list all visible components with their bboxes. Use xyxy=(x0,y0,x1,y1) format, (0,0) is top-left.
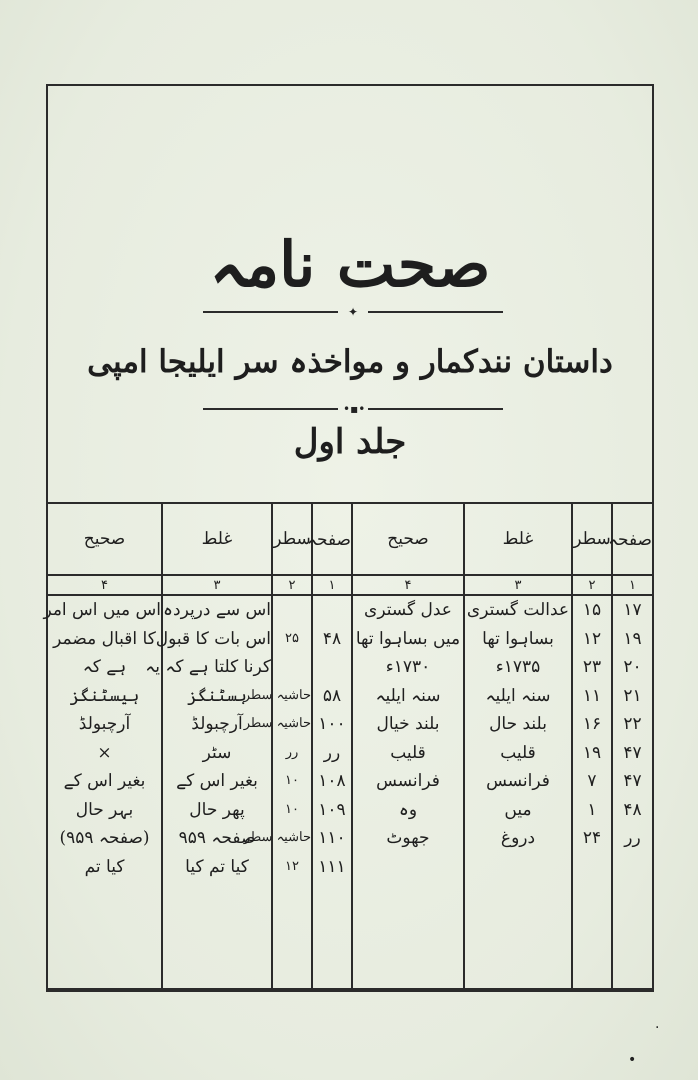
table-cell-entry: ۴۸ xyxy=(322,628,342,649)
table-cell-entry: ۲۴ xyxy=(582,828,602,848)
table-cell-entry: ۲۱ xyxy=(623,685,642,706)
table-cell-entry: اس میں اس امر xyxy=(43,600,161,620)
table-cell-entry: ۱۰۸ xyxy=(318,771,346,791)
column-number: ۱ xyxy=(612,575,652,595)
table-cell-entry: بلند حال xyxy=(489,714,547,734)
header-correct: صحیح xyxy=(48,503,162,575)
table-cell-entry: ۱۹ xyxy=(582,742,602,763)
table-cell-entry: وہ xyxy=(398,799,418,820)
table-cell-entry: ۱۰۹ xyxy=(318,799,346,820)
table-cell-entry: میں بساہوا تھا xyxy=(355,628,461,649)
table-cell-entry: قلیب xyxy=(390,742,426,763)
table-cell-entry xyxy=(313,653,351,682)
table-cell-entry: ۱۷۳۵ء xyxy=(495,657,541,677)
table-header-row xyxy=(48,503,652,575)
table-cell-entry: ۲۰ xyxy=(623,657,642,677)
table-cell-entry: ۱۱ xyxy=(582,685,602,706)
table-cell-entry: ۱۲ xyxy=(285,858,299,874)
right-pages-column xyxy=(612,595,652,989)
errata-frame xyxy=(43,84,654,992)
table-cell-entry: جھوٹ xyxy=(386,828,430,848)
table-cell-entry: ہسٹنگز xyxy=(187,685,247,706)
table-cell-entry: ۲۲ xyxy=(623,714,642,734)
table-cell-entry: صفحہ ۹۵۹ xyxy=(178,828,256,848)
table-cell-entry: آرچبولڈ xyxy=(191,714,243,734)
table-cell-entry: ۱۰۰ xyxy=(318,714,346,734)
table-cell-entry: ۱۰ xyxy=(285,773,299,788)
table-cell-entry: ۴۷ xyxy=(623,742,642,763)
right-correct-column xyxy=(352,595,464,989)
table-cell-entry: بساہوا تھا xyxy=(482,628,554,649)
table-cell-entry: بغیر اس کے xyxy=(63,771,146,791)
column-number: ۴ xyxy=(352,575,464,595)
table-cell-entry: سنہ ایلیہ xyxy=(485,685,551,706)
header-line: سطر xyxy=(572,503,612,575)
table-cell-entry: ۷ xyxy=(587,771,597,791)
table-body-row xyxy=(48,595,652,989)
column-number: ۳ xyxy=(162,575,272,595)
table-cell-entry: ۲۵ xyxy=(285,630,299,646)
table-cell-entry: ۱۶ xyxy=(582,714,602,734)
page-title: صحت نامہ xyxy=(209,228,491,301)
header-wrong: غلط xyxy=(464,503,572,575)
table-cell-entry: ۴۸ xyxy=(623,799,642,820)
right-wrong-column xyxy=(464,595,572,989)
table-cell-entry: ۱۱۱ xyxy=(318,856,346,877)
table-cell-entry: قلیب xyxy=(500,742,536,763)
table-cell-entry: میں xyxy=(504,799,532,820)
column-number: ۴ xyxy=(48,575,162,595)
table-cell-entry: حاشیہ سطر xyxy=(243,830,311,845)
table-cell-entry: فرانسس xyxy=(376,771,440,791)
column-number: ۳ xyxy=(464,575,572,595)
volume-label: جلد اول xyxy=(293,422,407,462)
table-cell-entry: سٹر xyxy=(202,742,232,763)
left-lines-column xyxy=(243,595,312,989)
header-wrong: غلط xyxy=(162,503,272,575)
table-cell-entry: ۱۹ xyxy=(623,628,642,649)
column-number: ۲ xyxy=(272,575,312,595)
table-cell-entry xyxy=(273,596,311,625)
table-cell-entry: ۲۳ xyxy=(582,657,602,677)
table-cell-entry: رر xyxy=(624,828,641,848)
table-cell-entry: رر xyxy=(285,744,299,760)
table-cell-entry: ۱۵ xyxy=(582,600,602,620)
title-ornament: ✦ xyxy=(203,305,503,319)
table-cell-entry: ہیسٹنگز xyxy=(69,685,140,706)
table-cell-entry: ۱ xyxy=(587,799,597,820)
table-cell-entry: رر xyxy=(323,742,341,763)
table-cell-entry: × xyxy=(97,742,112,763)
table-cell-entry: کیا تم xyxy=(84,856,125,877)
table-cell-entry: فرانسس xyxy=(486,771,550,791)
table-cell-entry: ۴۷ xyxy=(623,771,642,791)
table-cell-entry: بہر حال xyxy=(75,799,134,820)
table-cell-entry: اس بات کا قبول xyxy=(155,628,271,649)
table-cell-entry: کا اقبال مضمر xyxy=(53,628,156,649)
table-cell-entry: عدالت گستری xyxy=(466,600,570,620)
table-cell-entry: حاشیہ سطر xyxy=(243,716,311,731)
table-cell-entry: بغیر اس کے xyxy=(176,771,258,791)
column-number: ۲ xyxy=(572,575,612,595)
book-subtitle: داستان نندکمار و مواخذہ سر ایلیجا امپی xyxy=(87,344,613,380)
column-number: ۱ xyxy=(312,575,352,595)
table-cell-entry: کیا تم کیا xyxy=(185,856,249,877)
table-cell-entry: سنہ ایلیہ xyxy=(375,685,441,706)
subtitle-ornament: •▪• xyxy=(203,402,503,416)
table-cell-entry xyxy=(313,596,351,625)
header-line: سطر xyxy=(272,503,312,575)
table-cell-entry: عدل گستری xyxy=(364,600,452,620)
table-cell-entry: بلند خیال xyxy=(376,714,440,734)
table-cell-entry: ۱۱۰ xyxy=(318,828,346,848)
table-cell-entry: حاشیہ سطر xyxy=(243,687,311,703)
table-cell-entry: ۱۷ xyxy=(623,600,642,620)
table-cell-entry: کرنا کلتا ہے کہ یہ xyxy=(145,657,271,677)
table-cell-entry: دروغ xyxy=(500,828,536,848)
right-lines-column xyxy=(572,595,612,989)
table-cell-entry: اس سے درپردہ xyxy=(163,600,271,620)
left-pages-column xyxy=(312,595,352,989)
table-cell-entry: (صفحہ ۹۵۹) xyxy=(59,828,150,848)
table-cell-entry: ۱۷۳۰ء xyxy=(385,657,431,677)
header-correct: صحیح xyxy=(352,503,464,575)
table-cell-entry xyxy=(273,653,311,682)
table-cell-entry: آرچبولڈ xyxy=(78,714,131,734)
column-number-row xyxy=(48,575,652,595)
paper-speck: · xyxy=(655,1020,660,1036)
table-cell-entry: ۱۰ xyxy=(285,801,299,817)
table-cell-entry: ہے کہ xyxy=(82,657,127,677)
header-page: صفحہ xyxy=(612,503,652,575)
table-cell-entry: پھر حال xyxy=(189,799,245,820)
left-wrong-column xyxy=(145,595,272,989)
table-cell-entry: ۵۸ xyxy=(322,685,342,706)
paper-speck: • xyxy=(628,1052,637,1068)
errata-table xyxy=(43,502,652,990)
table-cell-entry: ۱۲ xyxy=(582,628,602,649)
header-page: صفحہ xyxy=(312,503,352,575)
